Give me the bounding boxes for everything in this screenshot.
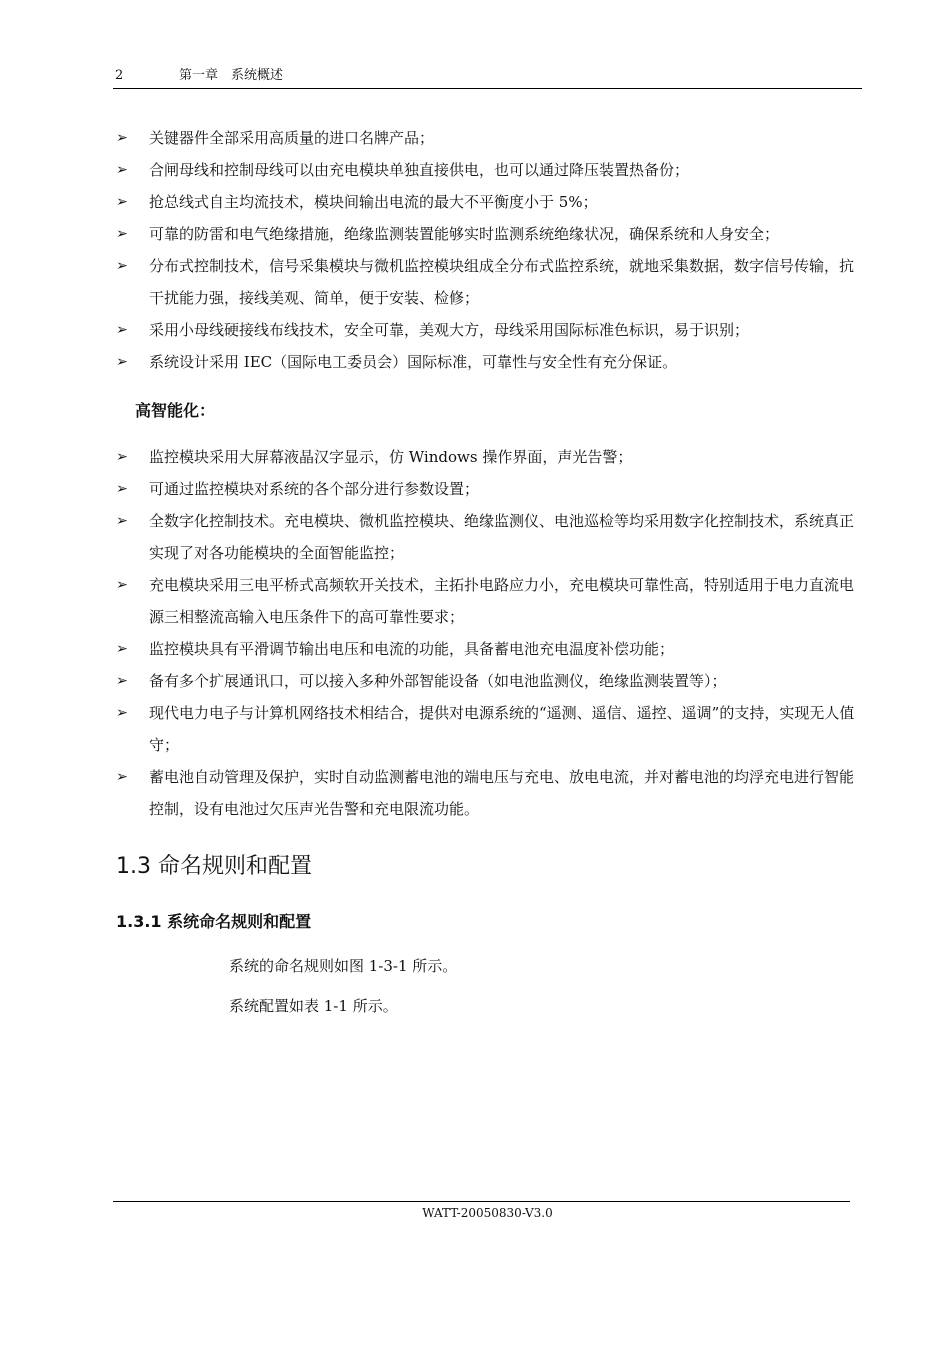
list-item: [113, 665, 858, 697]
list-item: [113, 154, 858, 186]
list-item: [113, 761, 858, 825]
arrow-bullet-icon: ➢: [116, 226, 128, 242]
list-item-text: 关键器件全部采用高质量的进口名牌产品；: [149, 129, 435, 147]
list-item: [113, 697, 858, 761]
list-item: [113, 633, 858, 665]
page-number: 2: [115, 68, 124, 83]
arrow-bullet-icon: ➢: [116, 769, 128, 785]
list-item: [113, 250, 858, 314]
list-item: [113, 346, 858, 378]
subheading-intelligence: 高智能化：: [135, 401, 216, 420]
arrow-bullet-icon: ➢: [116, 513, 128, 529]
list-item-text: 抢总线式自主均流技术，模块间输出电流的最大不平衡度小于 5%；: [149, 193, 598, 211]
arrow-bullet-icon: ➢: [116, 194, 128, 210]
arrow-bullet-icon: ➢: [116, 322, 128, 338]
list-item: [113, 473, 858, 505]
list-item-text: 采用小母线硬接线布线技术，安全可靠，美观大方，母线采用国际标准色标识，易于识别；: [149, 321, 750, 339]
document-version: WATT-20050830-V3.0: [422, 1206, 553, 1220]
paragraph-configuration: 系统配置如表 1-1 所示。: [229, 997, 398, 1015]
list-item-text: 监控模块采用大屏幕液晶汉字显示，仿 Windows 操作界面，声光告警；: [149, 448, 633, 466]
list-item-text: 蓄电池自动管理及保护，实时自动监测蓄电池的端电压与充电、放电电流，并对蓄电池的均浮充电进行智能控制，设有电池过欠压声光告警和充电限流功能。: [149, 768, 855, 818]
arrow-bullet-icon: ➢: [116, 162, 128, 178]
arrow-bullet-icon: ➢: [116, 641, 128, 657]
list-item-text: 系统设计采用 IEC（国际电工委员会）国际标准，可靠性与安全性有充分保证。: [149, 353, 678, 371]
list-item-text: 备有多个扩展通讯口，可以接入多种外部智能设备（如电池监测仪，绝缘监测装置等）；: [149, 672, 727, 690]
list-item: [113, 314, 858, 346]
list-item-text: 可靠的防雷和电气绝缘措施，绝缘监测装置能够实时监测系统绝缘状况，确保系统和人身安全；: [149, 225, 780, 243]
arrow-bullet-icon: ➢: [116, 354, 128, 370]
feature-list-reliability: [113, 122, 858, 378]
feature-list-intelligence: [113, 441, 858, 825]
arrow-bullet-icon: ➢: [116, 673, 128, 689]
list-item: [113, 186, 858, 218]
arrow-bullet-icon: ➢: [116, 481, 128, 497]
footer-divider: [113, 1201, 850, 1202]
section-title: 1.3 命名规则和配置: [116, 854, 312, 879]
list-item: [113, 218, 858, 250]
arrow-bullet-icon: ➢: [116, 705, 128, 721]
arrow-bullet-icon: ➢: [116, 449, 128, 465]
list-item-text: 现代电力电子与计算机网络技术相结合，提供对电源系统的“遥测、遥信、遥控、遥调”的支持，实现无人值守；: [149, 704, 855, 754]
arrow-bullet-icon: ➢: [116, 258, 128, 274]
arrow-bullet-icon: ➢: [116, 577, 128, 593]
list-item-text: 合闸母线和控制母线可以由充电模块单独直接供电，也可以通过降压装置热备份；: [149, 161, 690, 179]
list-item-text: 监控模块具有平滑调节输出电压和电流的功能，具备蓄电池充电温度补偿功能；: [149, 640, 675, 658]
sub-section-title: 1.3.1 系统命名规则和配置: [116, 912, 312, 931]
list-item: [113, 441, 858, 473]
page-header: [113, 66, 862, 89]
list-item: [113, 122, 858, 154]
list-item: [113, 569, 858, 633]
list-item-text: 全数字化控制技术。充电模块、微机监控模块、绝缘监测仪、电池巡检等均采用数字化控制技术，系统真正实现了对各功能模块的全面智能监控；: [149, 512, 855, 562]
list-item-text: 可通过监控模块对系统的各个部分进行参数设置；: [149, 480, 480, 498]
list-item-text: 充电模块采用三电平桥式高频软开关技术，主拓扑电路应力小，充电模块可靠性高，特别适用于电力直流电源三相整流高输入电压条件下的高可靠性要求；: [149, 576, 855, 626]
arrow-bullet-icon: ➢: [116, 130, 128, 146]
list-item-text: 分布式控制技术，信号采集模块与微机监控模块组成全分布式监控系统，就地采集数据，数字信号传输，抗干扰能力强，接线美观、简单，便于安装、检修；: [149, 257, 855, 307]
paragraph-naming-rule: 系统的命名规则如图 1-3-1 所示。: [229, 957, 458, 975]
chapter-title: 第一章 系统概述: [179, 68, 284, 83]
list-item: [113, 505, 858, 569]
